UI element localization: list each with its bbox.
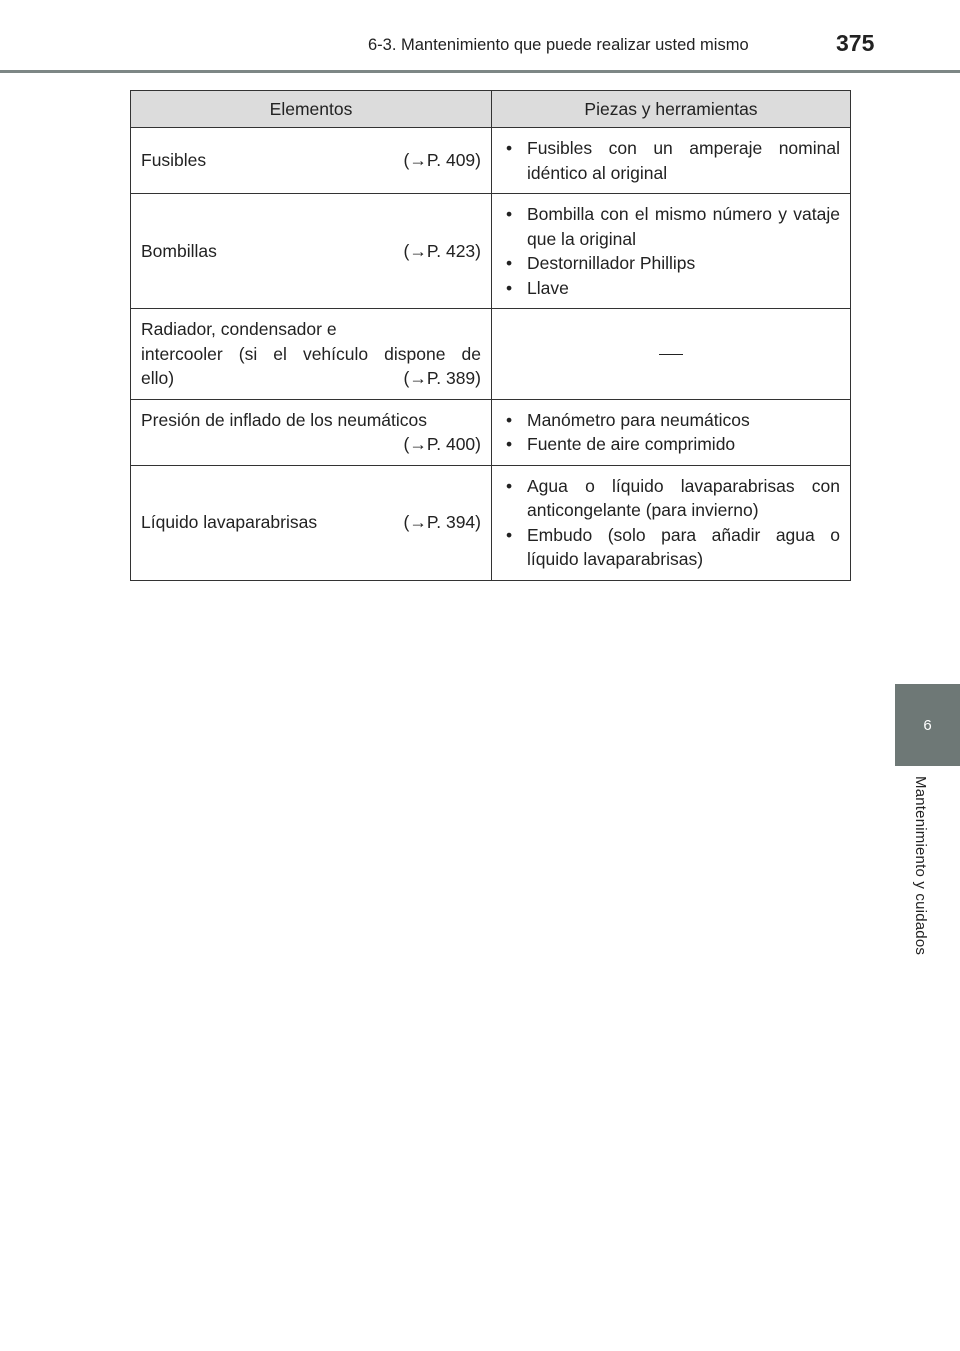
item-cell <box>131 128 492 194</box>
header-elementos: Elementos <box>131 91 492 128</box>
table-row <box>131 465 851 580</box>
page-reference: (→P. 400) <box>403 434 481 454</box>
list-item: • Llave <box>502 276 840 301</box>
item-line: Radiador, condensador e <box>141 319 337 339</box>
item-line: intercooler (si el vehículo dispone de <box>141 343 481 364</box>
page-reference: (→P. 394) <box>403 512 481 533</box>
list-item: • Embudo (solo para añadir agua o líquido lavaparabrisas) <box>502 523 840 572</box>
item-name: Bombillas <box>141 240 217 261</box>
parts-list <box>502 474 840 572</box>
parts-list <box>502 202 840 300</box>
parts-list <box>502 136 840 185</box>
section-title: 6-3. Mantenimiento que puede realizar usted mismo <box>368 36 749 54</box>
chapter-label: Mantenimiento y cuidados <box>912 776 929 956</box>
table-row <box>131 399 851 465</box>
item-line: Presión de inflado de los neumáticos <box>141 409 428 430</box>
parts-list <box>502 408 840 457</box>
item-cell <box>131 309 492 400</box>
page-reference: (→P. 423) <box>403 240 481 261</box>
item-cell <box>131 399 492 465</box>
item-name: Fusibles <box>141 150 207 171</box>
parts-cell <box>492 399 851 465</box>
parts-cell <box>492 309 851 400</box>
header-rule <box>0 70 960 73</box>
chapter-number: 6 <box>923 716 932 734</box>
list-item: • Manómetro para neumáticos <box>502 408 840 433</box>
list-item: • Bombilla con el mismo número y vataje que la original <box>502 202 840 251</box>
parts-cell <box>492 194 851 309</box>
parts-cell <box>492 128 851 194</box>
header-piezas: Piezas y herramientas <box>492 91 851 128</box>
list-item: • Destornillador Phillips <box>502 251 840 276</box>
tools-table <box>130 90 851 581</box>
item-name: ello) <box>141 368 175 388</box>
table-row <box>131 194 851 309</box>
item-line <box>141 366 481 391</box>
list-item: • Fusibles con un amperaje nominal idéntico al original <box>502 136 840 185</box>
table-row <box>131 128 851 194</box>
table-row <box>131 309 851 400</box>
list-item: • Agua o líquido lavaparabrisas con anticongelante (para invierno) <box>502 474 840 523</box>
dash-mark <box>659 354 683 355</box>
list-item: • Fuente de aire comprimido <box>502 432 840 457</box>
chapter-tab <box>895 684 960 766</box>
item-line <box>141 510 481 535</box>
table-header-row <box>131 91 851 128</box>
item-cell <box>131 465 492 580</box>
item-line <box>141 239 481 264</box>
page-reference: (→P. 409) <box>403 150 481 171</box>
item-line <box>141 148 481 173</box>
item-name: Líquido lavaparabrisas <box>141 512 318 533</box>
parts-cell <box>492 465 851 580</box>
item-cell <box>131 194 492 309</box>
page-number: 375 <box>836 30 875 56</box>
page-reference: (→P. 389) <box>403 368 481 388</box>
